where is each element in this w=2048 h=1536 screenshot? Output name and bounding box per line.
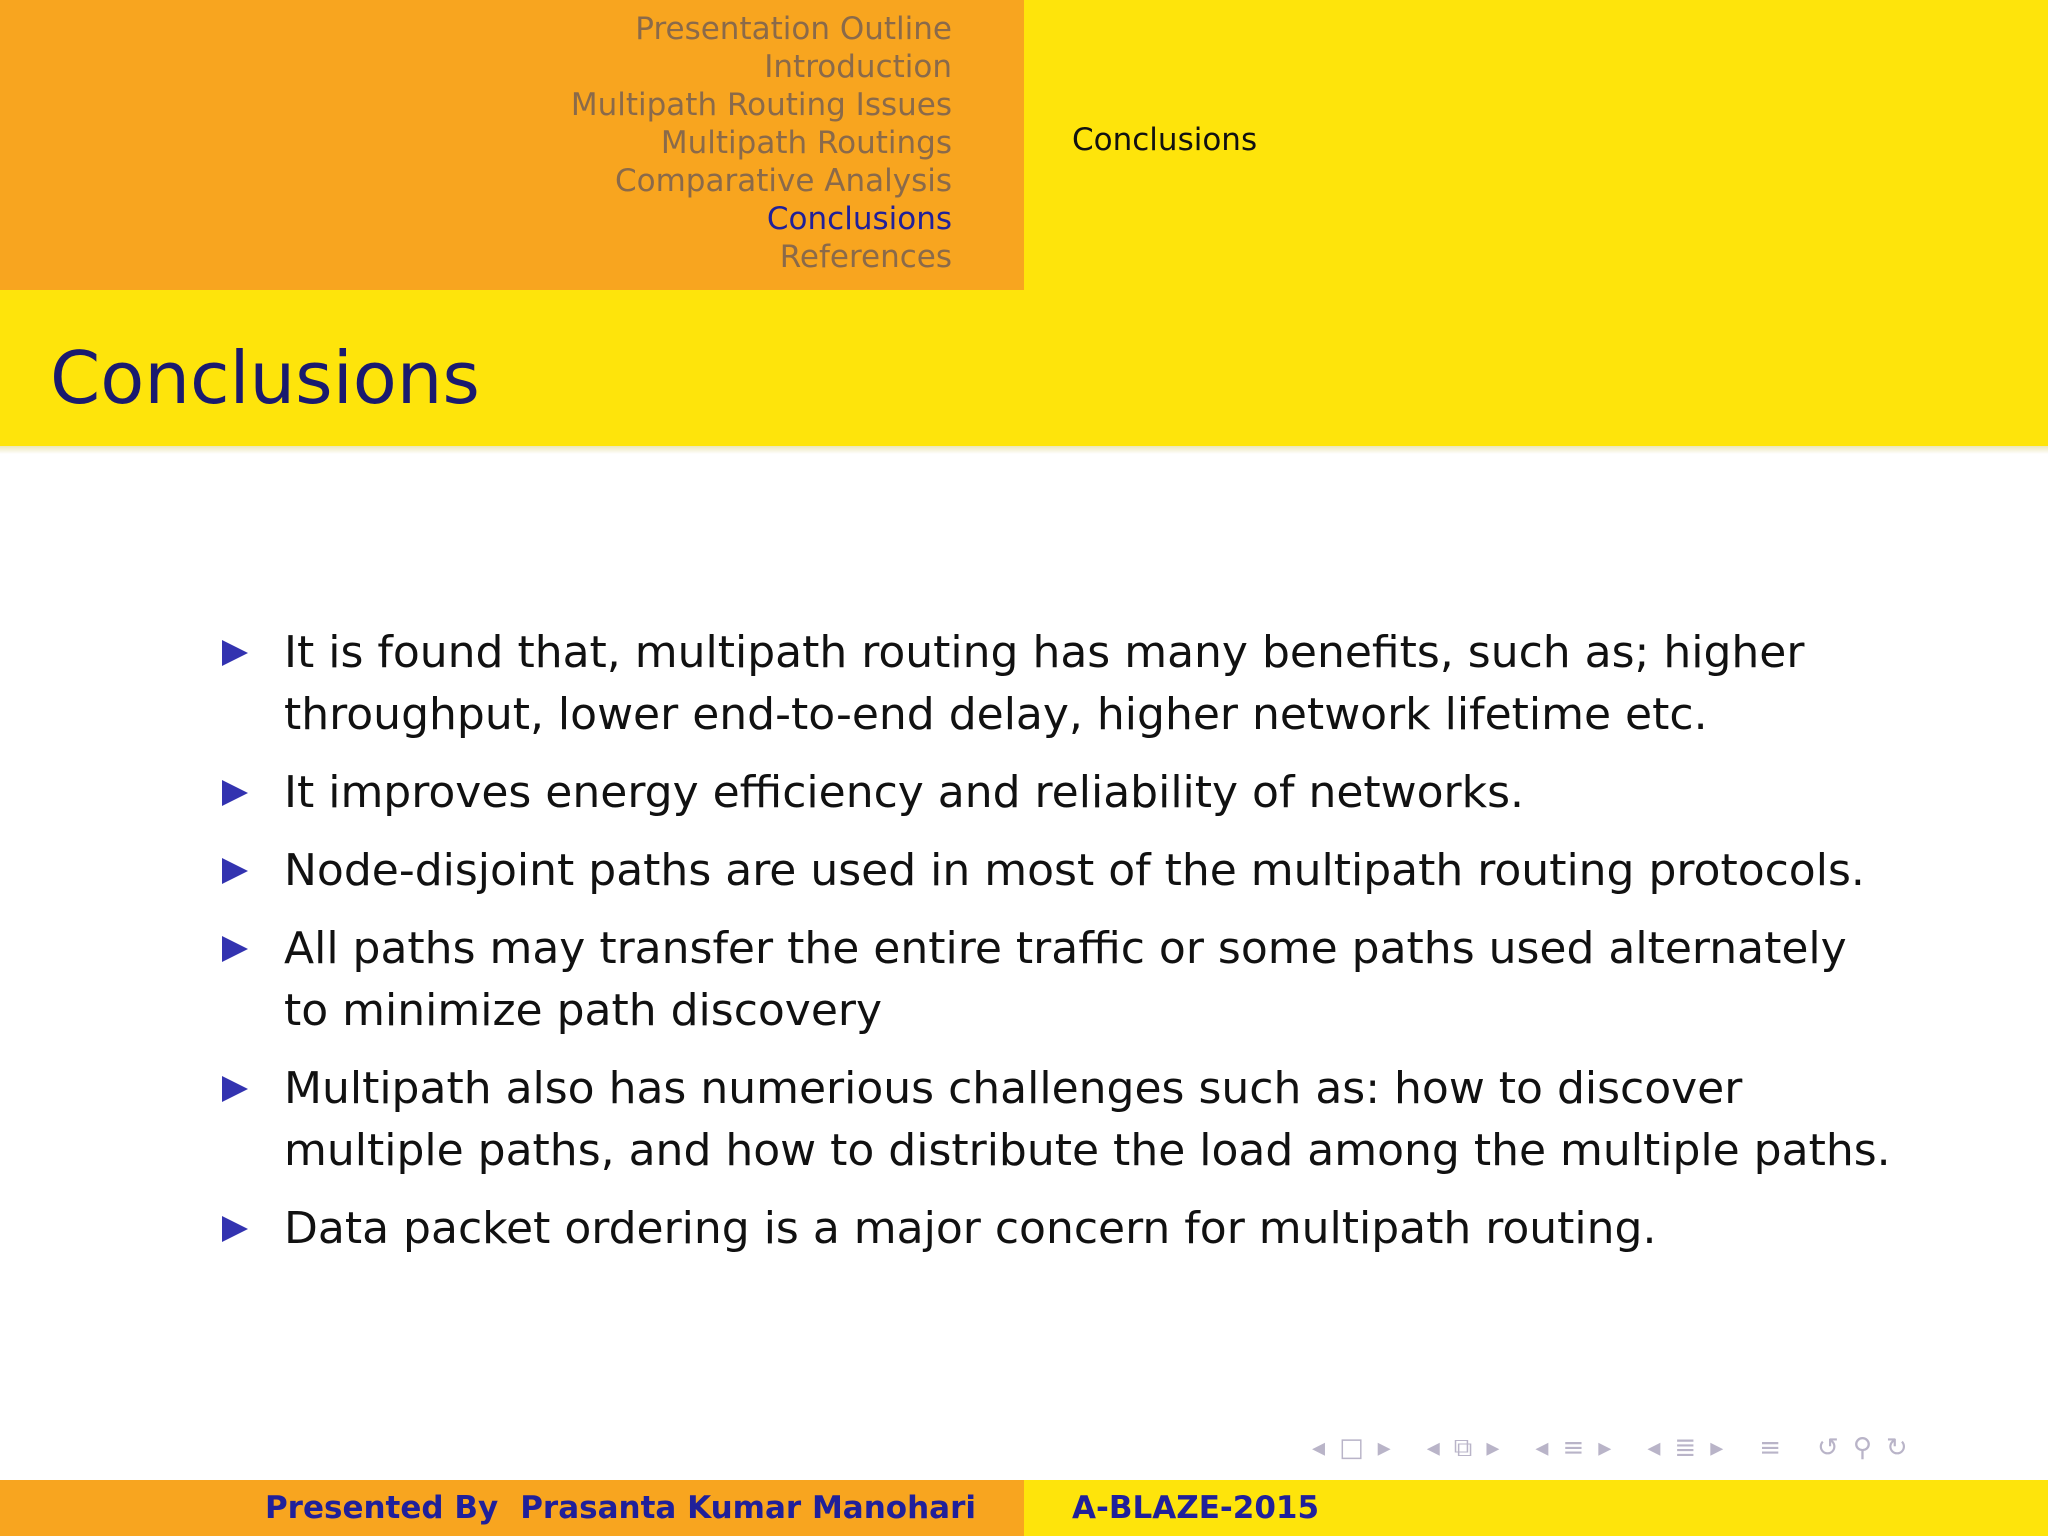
nav-item-presentation-outline[interactable]: Presentation Outline [635, 11, 952, 47]
bullet-triangle-icon [222, 936, 248, 962]
title-shadow [0, 446, 2048, 454]
bullet-list [222, 622, 1902, 1276]
bullet-triangle-icon [222, 1216, 248, 1242]
bullet-item [222, 1058, 1902, 1182]
nav-item-references[interactable]: References [779, 239, 952, 275]
nav-slide-icon[interactable]: ⧉ [1453, 1432, 1473, 1463]
frame-title: Conclusions [50, 336, 480, 420]
bullet-triangle-icon [222, 1076, 248, 1102]
footer-author [265, 1488, 976, 1528]
header-subsection-panel [1024, 0, 2048, 290]
nav-item-multipath-routings[interactable]: Multipath Routings [660, 125, 952, 161]
nav-prev-frame-icon[interactable]: ◂ [1312, 1433, 1326, 1463]
bullet-item [222, 762, 1902, 824]
presented-by-label: Presented By [264, 1490, 499, 1526]
nav-document-icon[interactable]: ≡ [1759, 1433, 1782, 1463]
nav-forward-icon[interactable]: ↻ [1885, 1433, 1908, 1463]
bullet-text: It improves energy efficiency and reliability of networks. [284, 767, 1525, 818]
nav-next-frame-icon[interactable]: ▸ [1377, 1433, 1391, 1463]
nav-back-icon[interactable]: ↺ [1817, 1433, 1839, 1463]
nav-prev-section-icon[interactable]: ◂ [1647, 1433, 1661, 1463]
nav-item-multipath-routing-issues[interactable]: Multipath Routing Issues [570, 87, 952, 123]
bullet-text: It is found that, multipath routing has many benefits, such as; higher throughput, lower end-to-end delay, higher network lifetime etc. [284, 627, 1805, 740]
nav-prev-subsection-icon[interactable]: ◂ [1535, 1433, 1549, 1463]
nav-next-subsection-icon[interactable]: ▸ [1598, 1433, 1612, 1463]
nav-next-section-icon[interactable]: ▸ [1710, 1433, 1724, 1463]
author-name: Prasanta Kumar Manohari [520, 1490, 976, 1526]
bullet-item [222, 918, 1902, 1042]
current-section-label[interactable]: Conclusions [1072, 122, 1258, 158]
nav-item-conclusions-active[interactable]: Conclusions [766, 201, 952, 237]
nav-item-introduction[interactable]: Introduction [764, 49, 952, 85]
bullet-triangle-icon [222, 780, 248, 806]
nav-prev-slide-icon[interactable]: ◂ [1426, 1433, 1440, 1463]
footer-author-panel [0, 1480, 1024, 1536]
nav-search-icon[interactable]: ⚲ [1852, 1433, 1872, 1463]
bullet-text: All paths may transfer the entire traffic or some paths used alternately to minimize path discovery [284, 923, 1847, 1036]
nav-item-comparative-analysis[interactable]: Comparative Analysis [615, 163, 952, 199]
nav-frame-icon[interactable]: □ [1339, 1433, 1364, 1463]
bullet-text: Data packet ordering is a major concern for multipath routing. [284, 1203, 1657, 1254]
bullet-item [222, 1198, 1902, 1260]
bullet-triangle-icon [222, 858, 248, 884]
nav-subsection-icon[interactable]: ≡ [1562, 1433, 1585, 1463]
section-navigation [571, 10, 952, 276]
bullet-text: Node-disjoint paths are used in most of the multipath routing protocols. [284, 845, 1865, 896]
bullet-item [222, 622, 1902, 746]
nav-section-icon[interactable]: ≣ [1674, 1433, 1697, 1463]
footer-event-panel [1024, 1480, 2048, 1536]
event-name: A-BLAZE-2015 [1072, 1490, 1320, 1526]
nav-next-slide-icon[interactable]: ▸ [1486, 1433, 1500, 1463]
bullet-triangle-icon [222, 640, 248, 666]
header-navigation-panel [0, 0, 1024, 290]
bullet-text: Multipath also has numerious challenges such as: how to discover multiple paths, and how to distribute the load among the multiple paths. [284, 1063, 1891, 1176]
beamer-navigation-symbols [1312, 1432, 2032, 1464]
bullet-item [222, 840, 1902, 902]
